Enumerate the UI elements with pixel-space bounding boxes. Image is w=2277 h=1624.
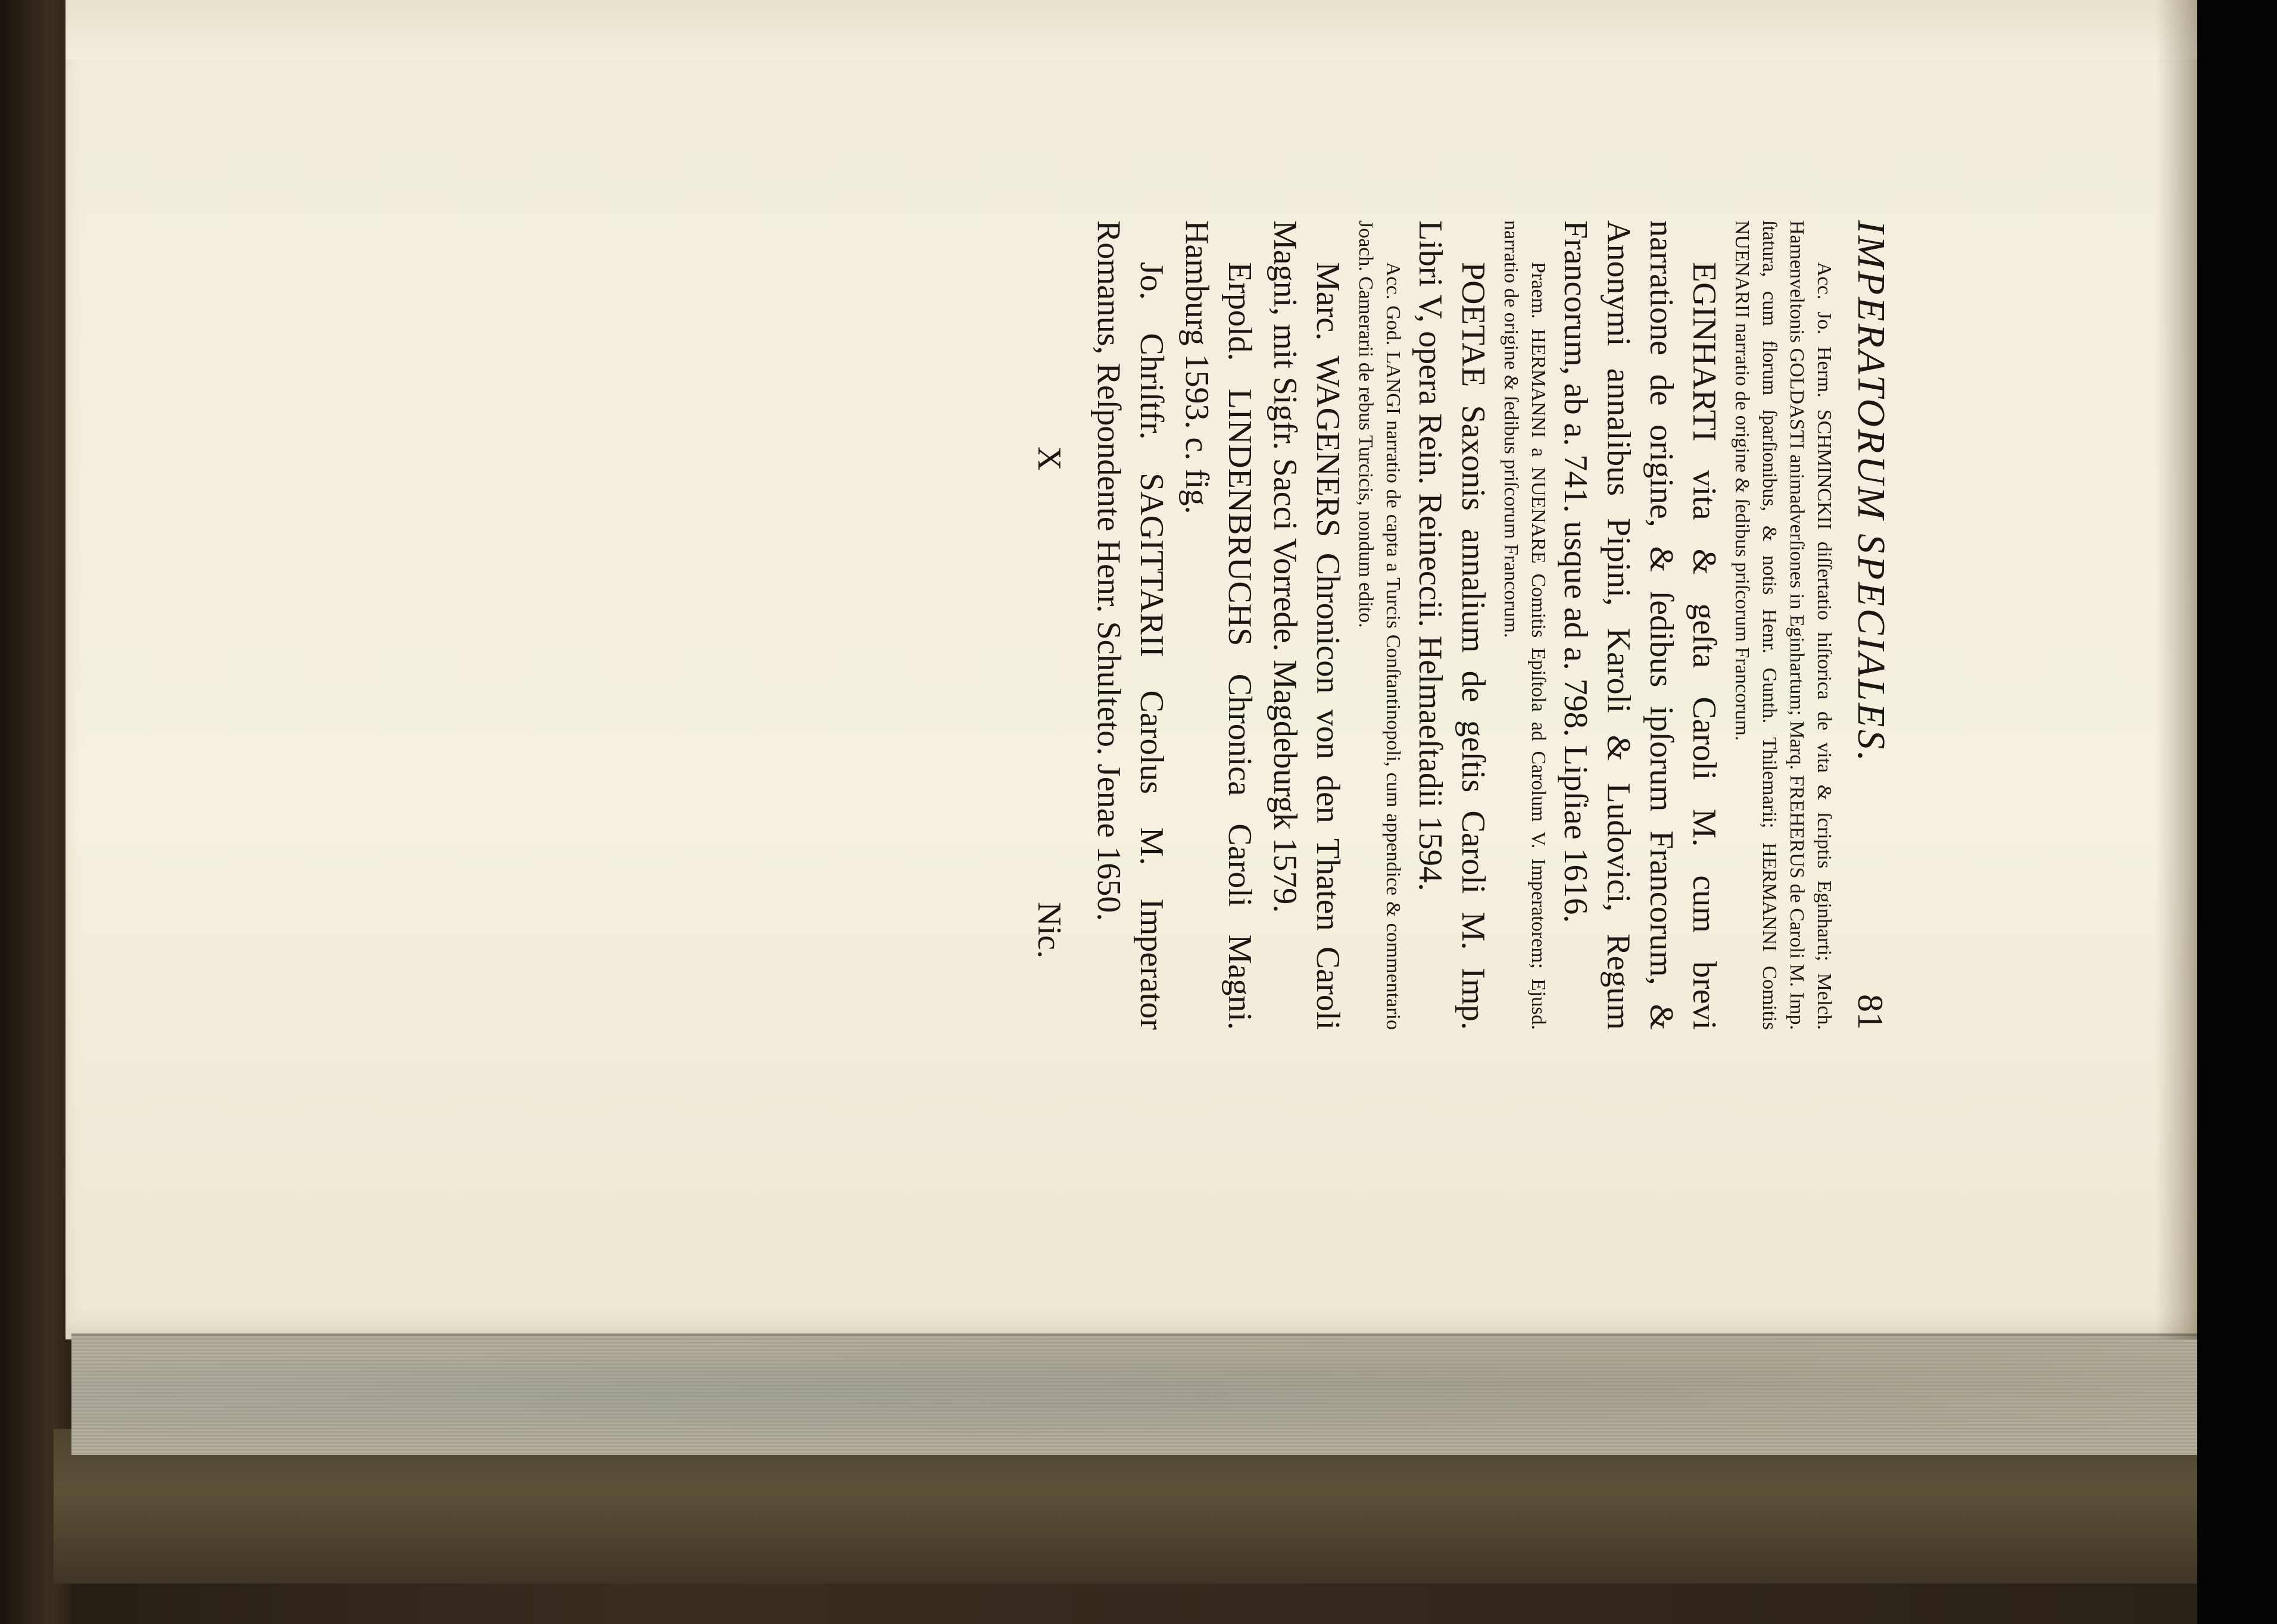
left-board <box>0 0 71 1624</box>
entry-note: Acc. God. LANGI narratio de capta a Turcis Conſtantinopoli, cum appendice & commentario Joach. Camerarii de rebus Turcicis, nondum edito. <box>1355 220 1404 1030</box>
entry-title: EGINHARTI vita & geſta Caroli M. cum brevi narratione de origine, & ſedibus ipſorum Francorum, & Anonymi annalibus Pipini, Karoli & Ludovici, Regum Francorum, ab a. 741. usque ad a. 798. Lipſiae 1616. <box>1557 220 1723 1030</box>
entry-title: Jo. Chriſtfr. SAGITTARII Carolus M. Imperator Romanus, Reſpondente Henr. Schulteto. Jenae 1650. <box>1090 220 1170 1030</box>
entry-note: Acc. Jo. Herm. SCHMINCKII diſſertatio hiſtorica de vita & ſcriptis Eginharti; Melch. Hamenveltonis GOLDASTI animadverſiones in Eginhartum; Marq. FREHERUS de Caroli M. Imp. ſtatura, cum florum ſparſionibus, & notis Henr. Gunth. Thilemarii; HERMANNI Comitis NUENARII narratio de origine & ſedibus priſcorum Francorum. <box>1731 220 1835 1030</box>
running-head: IMPERATORUM SPECIALES. <box>1849 220 1893 764</box>
text-block <box>274 220 1894 1030</box>
signature-mark: X <box>1031 446 1068 471</box>
page-header <box>1848 220 1894 1030</box>
facing-page-edge <box>65 0 2197 61</box>
entry-note: Praem. HERMANNI a NUENARE Comitis Epiſtola ad Carolum V. Imperatorem; Ejusd. narratio de origine & ſedibus priſcorum Francorum. <box>1500 220 1549 1030</box>
entry-title: Erpold. LINDENBRUCHS Chronica Caroli Magni. Hamburg 1593. c. fig. <box>1178 220 1258 1030</box>
catchword: Nic. <box>1031 902 1068 958</box>
entry-title: Marc. WAGENERS Chronicon von den Thaten Caroli Magni, mit Sigfr. Sacci Vorrede. Magdeburgk 1579. <box>1267 220 1346 1030</box>
page-edges <box>71 1333 2197 1455</box>
entry-title: POETAE Saxonis annalium de geſtis Caroli M. Imp. Libri V, opera Rein. Reineccii. Helmaeſtadii 1594. <box>1412 220 1492 1030</box>
gutter-shadow <box>2156 0 2197 1339</box>
spine <box>2197 0 2277 1624</box>
page-number: 81 <box>1851 994 1890 1030</box>
page-footer <box>1030 220 1068 1030</box>
